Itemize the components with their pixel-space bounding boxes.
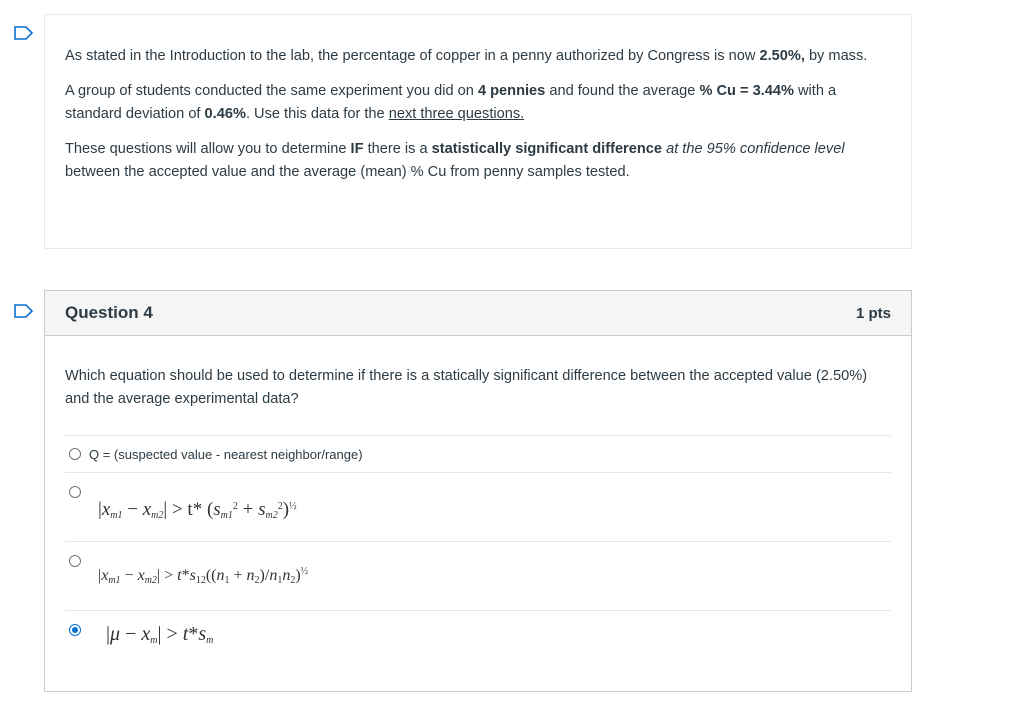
answer-radio[interactable] — [69, 448, 81, 460]
eq-part: x — [101, 499, 111, 520]
eq-part: ( — [202, 499, 214, 520]
eq-part: 12 — [195, 575, 206, 586]
eq-part: | — [157, 623, 162, 645]
answer-list — [65, 435, 891, 683]
eq-part: * — [188, 623, 199, 645]
eq-part: t — [182, 623, 189, 645]
if-emphasis: IF — [350, 141, 364, 157]
eq-part: μ — [110, 623, 121, 645]
eq-part: m2 — [265, 510, 278, 521]
eq-part: > — [167, 499, 188, 520]
eq-part: n — [269, 567, 278, 584]
eq-part: | — [98, 499, 102, 520]
eq-part: | — [106, 623, 111, 645]
eq-part: t — [187, 499, 193, 520]
eq-part: ) — [282, 499, 290, 520]
equation-pooled-t — [98, 566, 308, 586]
intro-paragraph-1 — [65, 45, 891, 68]
eq-part: 1 — [277, 575, 283, 586]
eq-part: 2 — [277, 501, 283, 512]
eq-part: s — [258, 499, 266, 520]
eq-part: | — [156, 567, 161, 584]
eq-part: m — [206, 635, 214, 646]
eq-part: m1 — [108, 575, 121, 586]
eq-part: t — [177, 567, 182, 584]
eq-part: 1 — [224, 575, 230, 586]
eq-part: > — [160, 567, 178, 584]
eq-part: + — [229, 567, 247, 584]
eq-part: x — [101, 567, 109, 584]
eq-part: > — [161, 623, 183, 645]
answer-option[interactable] — [65, 473, 891, 542]
intro-text — [45, 15, 911, 184]
question-card — [44, 290, 912, 692]
eq-part: m — [150, 635, 158, 646]
answer-label: Q = (suspected value - nearest neighbor/range) — [89, 446, 363, 462]
eq-part: + — [237, 499, 259, 520]
eq-part: * — [181, 567, 190, 584]
question-points: 1 pts — [855, 304, 891, 322]
eq-part: m2 — [151, 510, 164, 521]
answer-radio-selected[interactable] — [69, 624, 81, 636]
confidence-level: at the 95% confidence level — [666, 141, 845, 157]
intro-text-span: As stated in the Introduction to the lab, the percentage of copper in a penny authorized by Congress is now — [65, 48, 760, 64]
intro-card — [44, 14, 912, 249]
eq-part: * — [192, 499, 203, 520]
eq-part: n — [282, 567, 291, 584]
question-text: Which equation should be used to determine if there is a statically significant difference between the accepted value (2.50%) and the average experimental data? — [65, 368, 868, 407]
equation-one-sample-t — [106, 623, 213, 646]
eq-part: s — [189, 567, 196, 584]
intro-text-span: with a standard deviation of — [65, 83, 837, 122]
eq-part: )/ — [259, 567, 270, 584]
eq-part: s — [198, 623, 207, 645]
answer-option[interactable] — [65, 611, 891, 683]
eq-part: s — [213, 499, 221, 520]
average-cu: % Cu = 3.44% — [699, 83, 794, 99]
eq-part: (( — [205, 567, 217, 584]
intro-text-span: A group of students conducted the same experiment you did on — [65, 83, 478, 99]
bookmark-icon[interactable] — [14, 304, 34, 318]
answer-option[interactable] — [65, 542, 891, 611]
intro-text-span: and found the average — [545, 83, 700, 99]
bookmark-icon[interactable] — [14, 26, 34, 40]
intro-text-span: These questions will allow you to determine — [65, 141, 351, 157]
eq-part: ) — [295, 567, 301, 584]
answer-radio[interactable] — [69, 555, 81, 567]
intro-paragraph-3 — [65, 138, 891, 184]
eq-part: n — [216, 567, 225, 584]
intro-paragraph-2 — [65, 80, 891, 126]
eq-part: | — [163, 499, 168, 520]
equation-two-sample-t — [98, 499, 297, 521]
eq-part: m1 — [110, 510, 123, 521]
eq-part: m2 — [144, 575, 157, 586]
answer-radio[interactable] — [69, 486, 81, 498]
eq-part: − — [120, 567, 138, 584]
eq-part: n — [246, 567, 255, 584]
answer-option[interactable] — [65, 436, 891, 473]
copper-percentage: 2.50%, — [759, 48, 805, 64]
eq-part: 2 — [254, 575, 260, 586]
eq-part: x — [141, 623, 151, 645]
eq-part: x — [137, 567, 145, 584]
eq-part: | — [98, 567, 102, 584]
question-title: Question 4 — [65, 303, 153, 322]
eq-part: ½ — [289, 501, 297, 512]
intro-text-span: between the accepted value and the average (mean) % Cu from penny samples tested. — [65, 164, 630, 180]
eq-part: − — [122, 499, 143, 520]
eq-part: ½ — [300, 566, 309, 577]
standard-deviation: 0.46% — [204, 106, 246, 122]
next-three-questions: next three questions. — [388, 106, 525, 122]
intro-text-span: . Use this data for the — [245, 106, 389, 122]
eq-part: − — [120, 623, 142, 645]
question-header — [45, 291, 911, 336]
eq-part: 2 — [232, 501, 238, 512]
pennies-count: 4 pennies — [477, 83, 546, 99]
eq-part: x — [142, 499, 152, 520]
eq-part: m1 — [220, 510, 233, 521]
eq-part: 2 — [290, 575, 296, 586]
intro-text-span: by mass. — [804, 48, 868, 64]
significant-difference: statistically significant difference — [431, 141, 663, 157]
intro-text-span: there is a — [363, 141, 432, 157]
